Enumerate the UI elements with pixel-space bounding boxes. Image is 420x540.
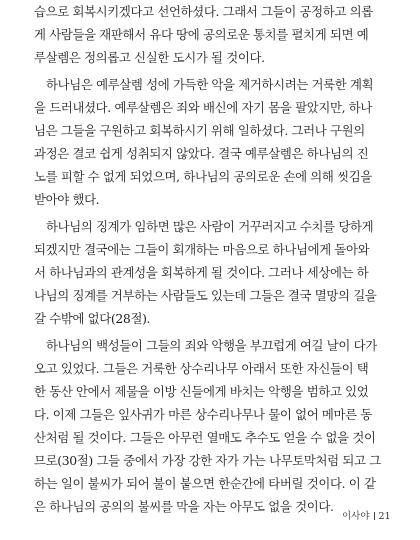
running-title: 이사야 bbox=[342, 511, 370, 522]
text-line: 하나님은 예루살렘 성에 가득한 악을 제거하시려는 거룩한 계획 bbox=[46, 77, 374, 92]
footer-divider bbox=[374, 512, 375, 520]
text-line: 을 드러내셨다. 예루살렘은 죄와 배신에 자기 몸을 팔았지만, 하나 bbox=[34, 100, 372, 115]
text-line: 다. 이제 그들은 잎사귀가 마른 상수리나무나 물이 없어 메마른 동 bbox=[34, 407, 372, 422]
text-line: 서 하나님과의 관계성을 회복하게 될 것이다. 그러나 세상에는 하 bbox=[34, 265, 369, 280]
text-line: 나님의 징계를 거부하는 사람들도 있는데 그들은 결국 멸망의 길을 bbox=[34, 288, 377, 303]
text-line: 한 동산 안에서 제물을 이방 신들에게 바치는 악행을 범하고 있었 bbox=[34, 384, 369, 399]
text-line: 갈 수밖에 없다(28절). bbox=[34, 311, 151, 326]
text-line: 오고 있었다. 그들은 거룩한 상수리나무 아래서 또한 자신들이 택 bbox=[34, 361, 369, 376]
text-line: 하는 일이 불씨가 되어 불이 붙으면 한순간에 타버릴 것이다. 이 같 bbox=[34, 476, 376, 491]
text-line: 은 하나님의 공의의 불씨를 막을 자는 아무도 없을 것이다. bbox=[34, 499, 334, 514]
text-line: 게 사람들을 재판해서 유다 땅에 공의로운 통치를 펼치게 되면 예 bbox=[34, 27, 369, 42]
text-line: 되겠지만 결국에는 그들이 회개하는 마음으로 하나님에게 돌아와 bbox=[34, 242, 370, 257]
text-line: 하나님의 백성들이 그들의 죄와 악행을 부끄럽게 여길 날이 다가 bbox=[46, 338, 377, 353]
text-line: 산처럼 될 것이다. 그들은 아무런 열매도 추수도 얻을 수 없을 것이 bbox=[34, 430, 376, 445]
page-number: 21 bbox=[378, 511, 391, 522]
text-line: 받아야 했다. bbox=[34, 192, 100, 207]
text-line: 습으로 회복시키겠다고 선언하셨다. 그래서 그들이 공정하고 의롭 bbox=[34, 4, 373, 19]
text-line: 므로(30절) 그들 중에서 가장 강한 자가 가는 나무토막처럼 되고 그 bbox=[34, 453, 381, 468]
text-line: 노를 피할 수 없게 되었으며, 하나님의 공의로운 손에 의해 씻김을 bbox=[34, 169, 372, 184]
text-line: 님은 그들을 구원하고 회복하시기 위해 일하셨다. 그러나 구원의 bbox=[34, 123, 365, 138]
text-line: 하나님의 징계가 임하면 많은 사람이 거꾸러지고 수치를 당하게 bbox=[46, 219, 374, 234]
page-footer bbox=[342, 508, 391, 522]
text-line: 과정은 결코 쉽게 성취되지 않았다. 결국 예루살렘은 하나님의 진 bbox=[34, 146, 369, 161]
text-line: 루살렘은 정의롭고 신실한 도시가 될 것이다. bbox=[34, 50, 265, 65]
